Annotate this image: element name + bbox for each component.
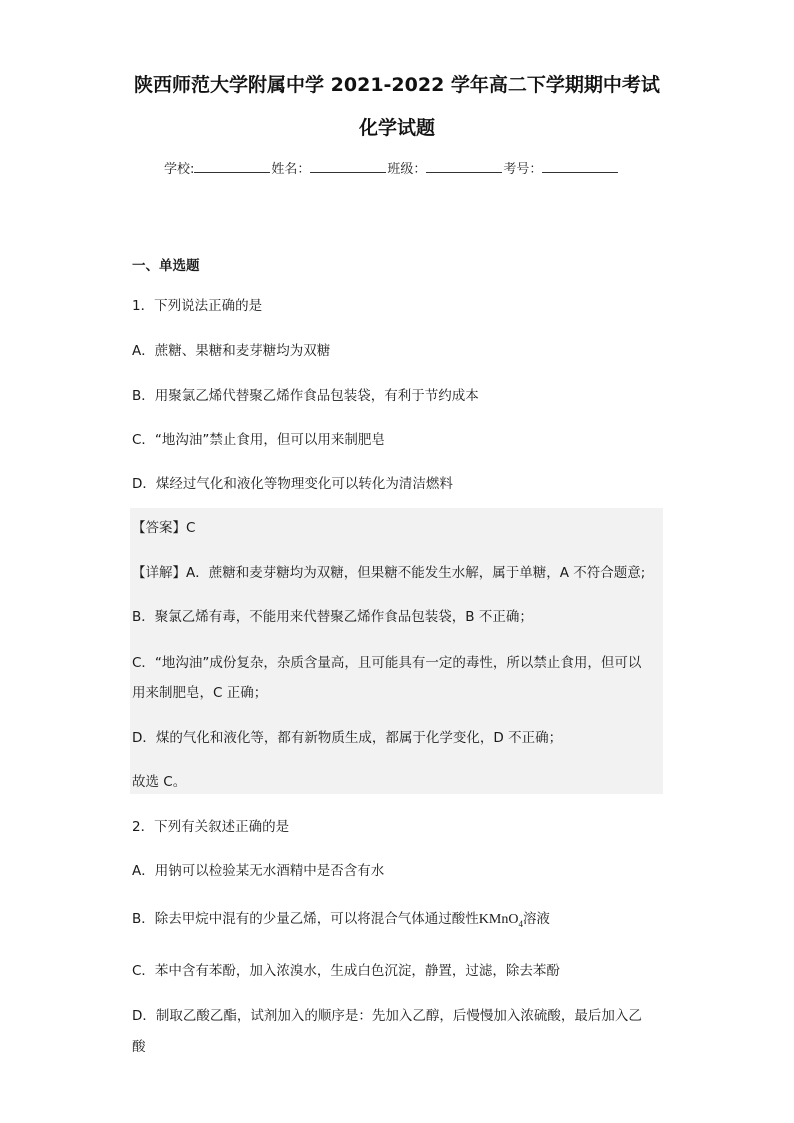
question-1-option-d: D．煤经过气化和液化等物理变化可以转化为清洁燃料 xyxy=(132,476,453,492)
question-2-option-a: A．用钠可以检验某无水酒精中是否含有水 xyxy=(132,863,385,879)
question-1-option-b: B．用聚氯乙烯代替聚乙烯作食品包装袋，有利于节约成本 xyxy=(132,388,479,404)
question-2-option-c: C．苯中含有苯酚，加入浓溴水，生成白色沉淀，静置，过滤，除去苯酚 xyxy=(132,963,560,979)
option-b-text: B．除去甲烷中混有的少量乙烯，可以将混合气体通过酸性 xyxy=(132,911,479,927)
question-1-stem: 1．下列说法正确的是 xyxy=(132,298,263,314)
exam-number-label: 考号： xyxy=(503,162,543,177)
exam-subtitle: 化学试题 xyxy=(358,117,435,139)
kmno4-formula: KMnO$_4$ xyxy=(478,912,523,929)
question-1-detail-line: 用来制肥皂，C 正确； xyxy=(132,685,268,701)
school-label: 学校: xyxy=(164,162,195,177)
section-heading: 一、单选题 xyxy=(132,258,200,274)
question-1-detail-line: C．“地沟油”成份复杂，杂质含量高，且可能具有一定的毒性，所以禁止食用，但可以 xyxy=(132,655,642,671)
question-1-option-c: C．“地沟油”禁止食用，但可以用来制肥皂 xyxy=(132,432,385,448)
question-1-detail-line: 【详解】A．蔗糖和麦芽糖均为双糖，但果糖不能发生水解，属于单糖，A 不符合题意; xyxy=(132,565,646,581)
exam-title: 陕西师范大学附属中学 2021-2022 学年高二下学期期中考试 xyxy=(134,74,660,96)
class-label: 班级： xyxy=(387,162,427,177)
question-2-stem: 2．下列有关叙述正确的是 xyxy=(132,819,290,835)
exam-number-blank xyxy=(542,160,618,173)
student-info-row xyxy=(164,158,619,177)
option-b-suffix: 溶液 xyxy=(522,911,550,927)
question-1-detail-line: B．聚氯乙烯有毒，不能用来代替聚乙烯作食品包装袋，B 不正确； xyxy=(132,609,533,625)
name-label: 姓名： xyxy=(271,162,311,177)
question-2-option-d: D．制取乙酸乙酯，试剂加入的顺序是：先加入乙醇，后慢慢加入浓硫酸，最后加入乙 xyxy=(132,1008,642,1024)
question-1-detail-line: 故选 C。 xyxy=(132,774,187,790)
name-blank xyxy=(310,160,386,173)
question-1-detail-line: D．煤的气化和液化等，都有新物质生成，都属于化学变化，D 不正确； xyxy=(132,730,563,746)
school-blank xyxy=(194,160,270,173)
question-2-option-b xyxy=(132,907,550,929)
question-2-option-d-continued: 酸 xyxy=(132,1039,146,1055)
question-1-option-a: A．蔗糖、果糖和麦芽糖均为双糖 xyxy=(132,343,331,359)
question-1-answer: 【答案】C xyxy=(132,520,196,536)
class-blank xyxy=(426,160,502,173)
